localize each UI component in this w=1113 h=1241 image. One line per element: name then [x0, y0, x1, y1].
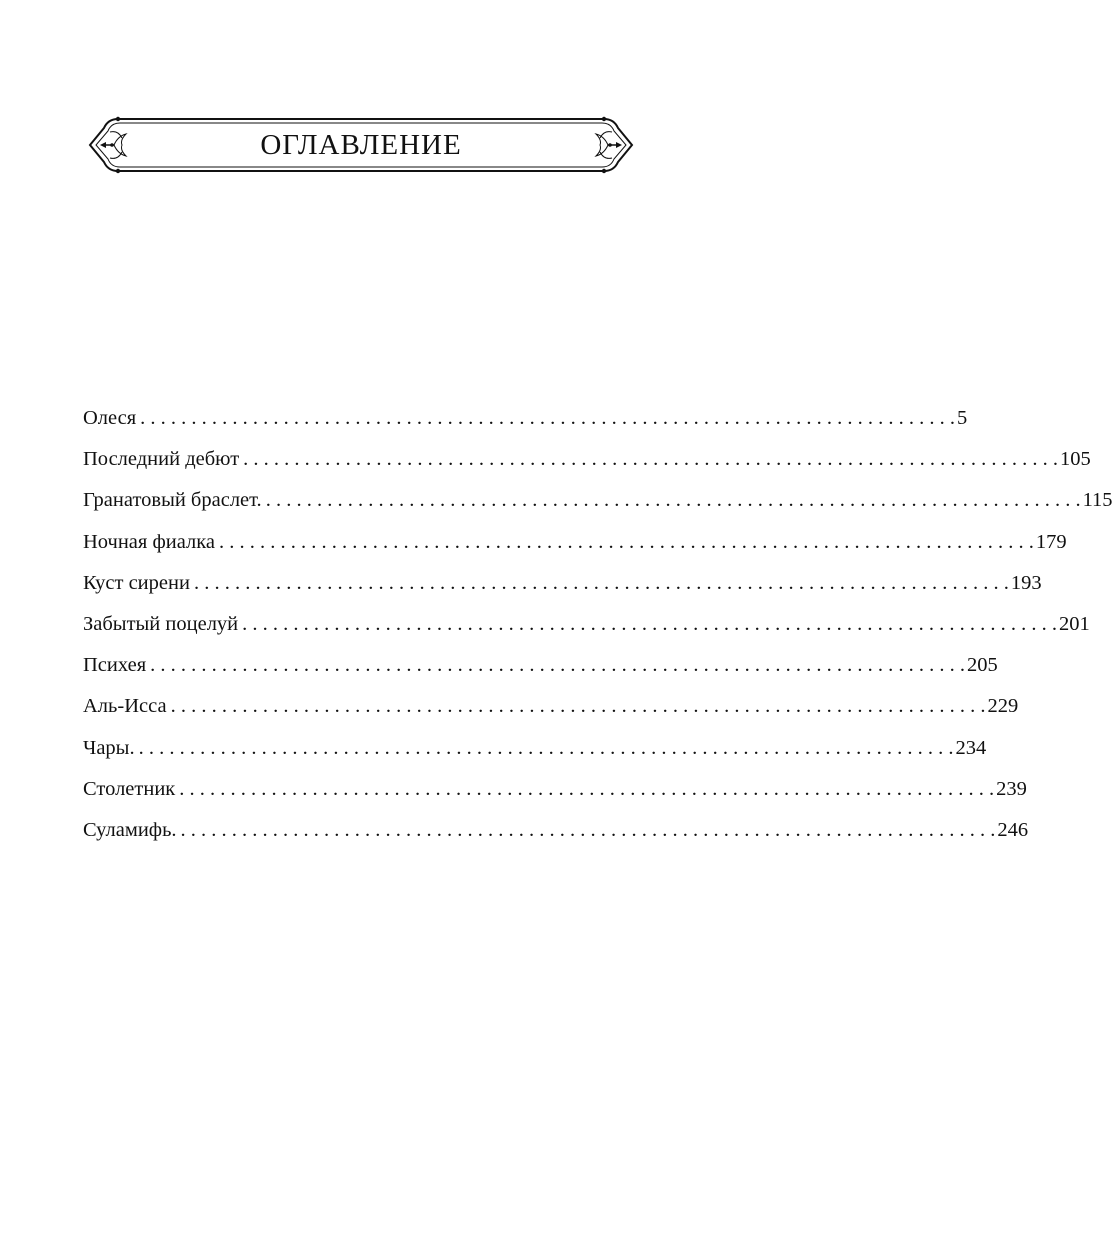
- toc-entry-title: Столетник: [83, 777, 176, 800]
- toc-entry-page: 229: [987, 695, 1019, 718]
- toc-entry-title: Забытый поцелуй: [83, 612, 239, 635]
- toc-entry-page: 234: [955, 736, 987, 759]
- toc-dot-leader: . . . . . . . . . . . . . . . . . . . . . . . . . . . . . . . . . . . . . . . . . . . . . . . . . . . . . . . . . . . . . . . . . . . . . . . . . . . . . . . .: [218, 530, 1034, 553]
- toc-entry-title: Олеся: [83, 407, 137, 429]
- toc-entry-page: 115: [1082, 489, 1113, 512]
- toc-dot-leader: . . . . . . . . . . . . . . . . . . . . . . . . . . . . . . . . . . . . . . . . . . . . . . . . . . . . . . . . . . . . . . . . . . . . . . . . . . . . . . . .: [193, 571, 1009, 594]
- toc-entry[interactable]: [83, 403, 968, 444]
- toc-entry[interactable]: [83, 568, 1042, 609]
- toc-entry-title: Суламифь.: [83, 818, 177, 841]
- toc-dot-leader: . . . . . . . . . . . . . . . . . . . . . . . . . . . . . . . . . . . . . . . . . . . . . . . . . . . . . . . . . . . . . . . . . . . . . . . . . . . . . . . .: [140, 407, 956, 429]
- toc-entry-page: 105: [1060, 448, 1091, 471]
- toc-entry-page: 246: [997, 818, 1029, 841]
- toc-dot-leader: . . . . . . . . . . . . . . . . . . . . . . . . . . . . . . . . . . . . . . . . . . . . . . . . . . . . . . . . . . . . . . . . . . . . . . . . . . . . . . . .: [138, 736, 954, 759]
- toc-entry-title: Куст сирени: [83, 571, 190, 594]
- toc-entry-page: 239: [996, 777, 1027, 800]
- toc-entry-title: Последний дебют: [83, 448, 240, 471]
- toc-dot-leader: . . . . . . . . . . . . . . . . . . . . . . . . . . . . . . . . . . . . . . . . . . . . . . . . . . . . . . . . . . . . . . . . . . . . . . . . . . . . . . . .: [150, 654, 966, 677]
- toc-entry[interactable]: [83, 444, 1091, 485]
- toc-entry-page: 5: [957, 407, 968, 429]
- toc-entry-title: Гранатовый браслет.: [83, 489, 262, 512]
- toc-entry[interactable]: [83, 527, 1067, 568]
- toc-entry-title: Психея: [83, 654, 147, 677]
- toc-dot-leader: . . . . . . . . . . . . . . . . . . . . . . . . . . . . . . . . . . . . . . . . . . . . . . . . . . . . . . . . . . . . . . . . . . . . . . . . . . . . . . . .: [179, 777, 995, 800]
- toc-entry-page: 193: [1010, 571, 1042, 594]
- toc-entry-title: Чары.: [83, 736, 135, 759]
- toc-entry-page: 205: [967, 654, 998, 677]
- toc-dot-leader: . . . . . . . . . . . . . . . . . . . . . . . . . . . . . . . . . . . . . . . . . . . . . . . . . . . . . . . . . . . . . . . . . . . . . . . . . . . . . . . .: [243, 448, 1059, 471]
- toc-entry-page: 201: [1059, 612, 1090, 635]
- table-of-contents: [83, 403, 1113, 856]
- toc-dot-leader: . . . . . . . . . . . . . . . . . . . . . . . . . . . . . . . . . . . . . . . . . . . . . . . . . . . . . . . . . . . . . . . . . . . . . . . . . . . . . . . .: [265, 489, 1081, 512]
- page-title: ОГЛАВЛЕНИЕ: [260, 129, 462, 161]
- toc-entry[interactable]: [83, 774, 1027, 815]
- toc-entry-title: Ночная фиалка: [83, 530, 215, 553]
- header-frame: [84, 114, 638, 176]
- toc-entry[interactable]: [83, 609, 1090, 650]
- toc-entry[interactable]: [83, 691, 1019, 732]
- toc-entry[interactable]: [83, 733, 987, 774]
- toc-dot-leader: . . . . . . . . . . . . . . . . . . . . . . . . . . . . . . . . . . . . . . . . . . . . . . . . . . . . . . . . . . . . . . . . . . . . . . . . . . . . . . . .: [170, 695, 986, 718]
- toc-dot-leader: . . . . . . . . . . . . . . . . . . . . . . . . . . . . . . . . . . . . . . . . . . . . . . . . . . . . . . . . . . . . . . . . . . . . . . . . . . . . . . . .: [180, 818, 996, 841]
- toc-entry-title: Аль-Исса: [83, 695, 167, 718]
- toc-entry[interactable]: [83, 650, 998, 691]
- toc-entry-page: 179: [1035, 530, 1067, 553]
- toc-dot-leader: . . . . . . . . . . . . . . . . . . . . . . . . . . . . . . . . . . . . . . . . . . . . . . . . . . . . . . . . . . . . . . . . . . . . . . . . . . . . . . . .: [242, 612, 1058, 635]
- toc-entry[interactable]: [83, 815, 1029, 856]
- toc-entry[interactable]: [83, 485, 1113, 526]
